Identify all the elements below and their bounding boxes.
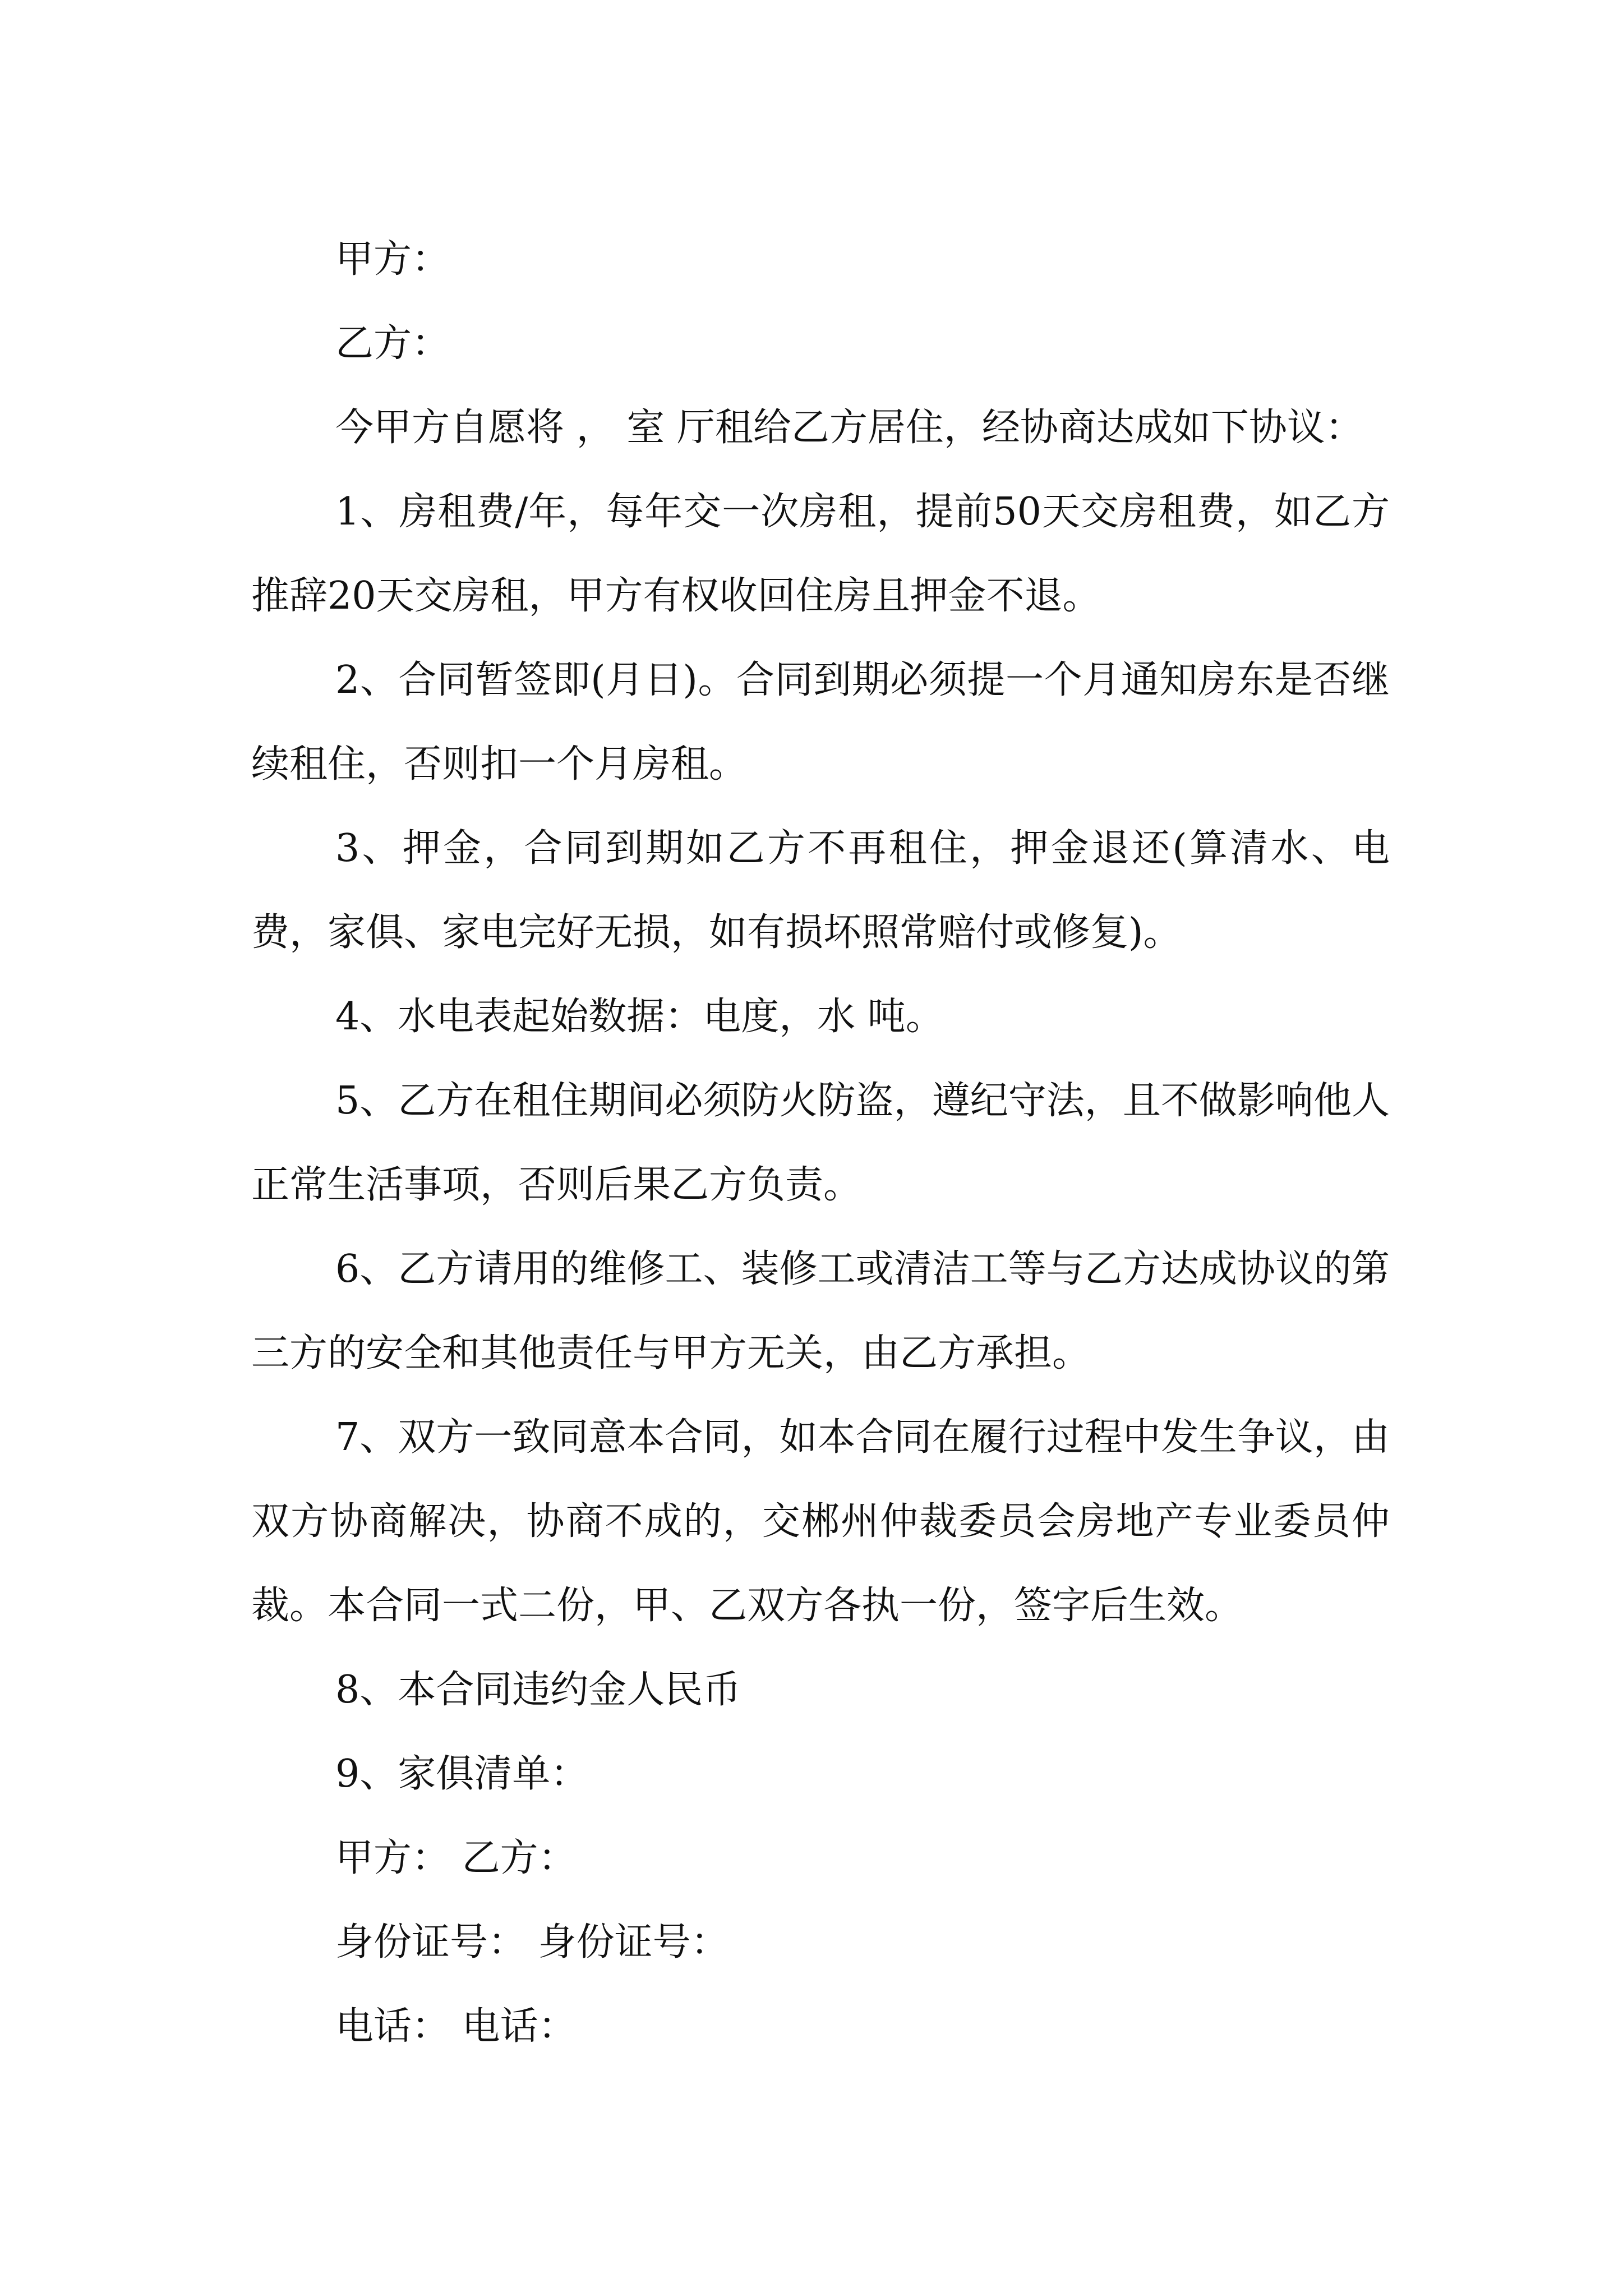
- party-b-line: 乙方：: [335, 321, 450, 366]
- clause-5: 5、乙方在租住期间必须防火防盗，遵纪守法，且不做影响他人正常生活事项，否则后果乙方负责。: [251, 1079, 1390, 1207]
- clause-9: 9、家俱清单：: [335, 1752, 589, 1796]
- signature-phones: 电话： 电话：: [335, 2004, 577, 2049]
- clause-3: 3、押金，合同到期如乙方不再租住，押金退还(算清水、电费，家俱、家电完好无损，如有损坏照常赔付或修复)。: [251, 826, 1390, 955]
- signature-parties: 甲方： 乙方：: [335, 1836, 577, 1880]
- clause-2: 2、合同暂签即(月日)。合同到期必须提一个月通知房东是否继续租住，否则扣一个月房租。: [251, 658, 1390, 786]
- clause-7: 7、双方一致同意本合同，如本合同在履行过程中发生争议，由双方协商解决，协商不成的，交郴州仲裁委员会房地产专业委员仲裁。本合同一式二份，甲、乙双方各执一份，签字后生效。: [251, 1415, 1390, 1628]
- clause-6: 6、乙方请用的维修工、装修工或清洁工等与乙方达成协议的第三方的安全和其他责任与甲方无关，由乙方承担。: [251, 1247, 1390, 1375]
- intro-paragraph: 今甲方自愿将 ， 室 厅租给乙方居住，经协商达成如下协议：: [335, 406, 1363, 450]
- document-body: [251, 218, 1390, 2069]
- clause-4: 4、水电表起始数据：电度，水 吨。: [335, 995, 944, 1039]
- clause-1: 1、房租费/年，每年交一次房租，提前50天交房租费，如乙方推辞20天交房租，甲方有权收回住房且押金不退。: [251, 490, 1390, 618]
- signature-id-numbers: 身份证号： 身份证号：: [335, 1920, 729, 1964]
- clause-8: 8、本合同违约金人民币: [335, 1668, 741, 1712]
- party-a-line: 甲方：: [335, 237, 450, 282]
